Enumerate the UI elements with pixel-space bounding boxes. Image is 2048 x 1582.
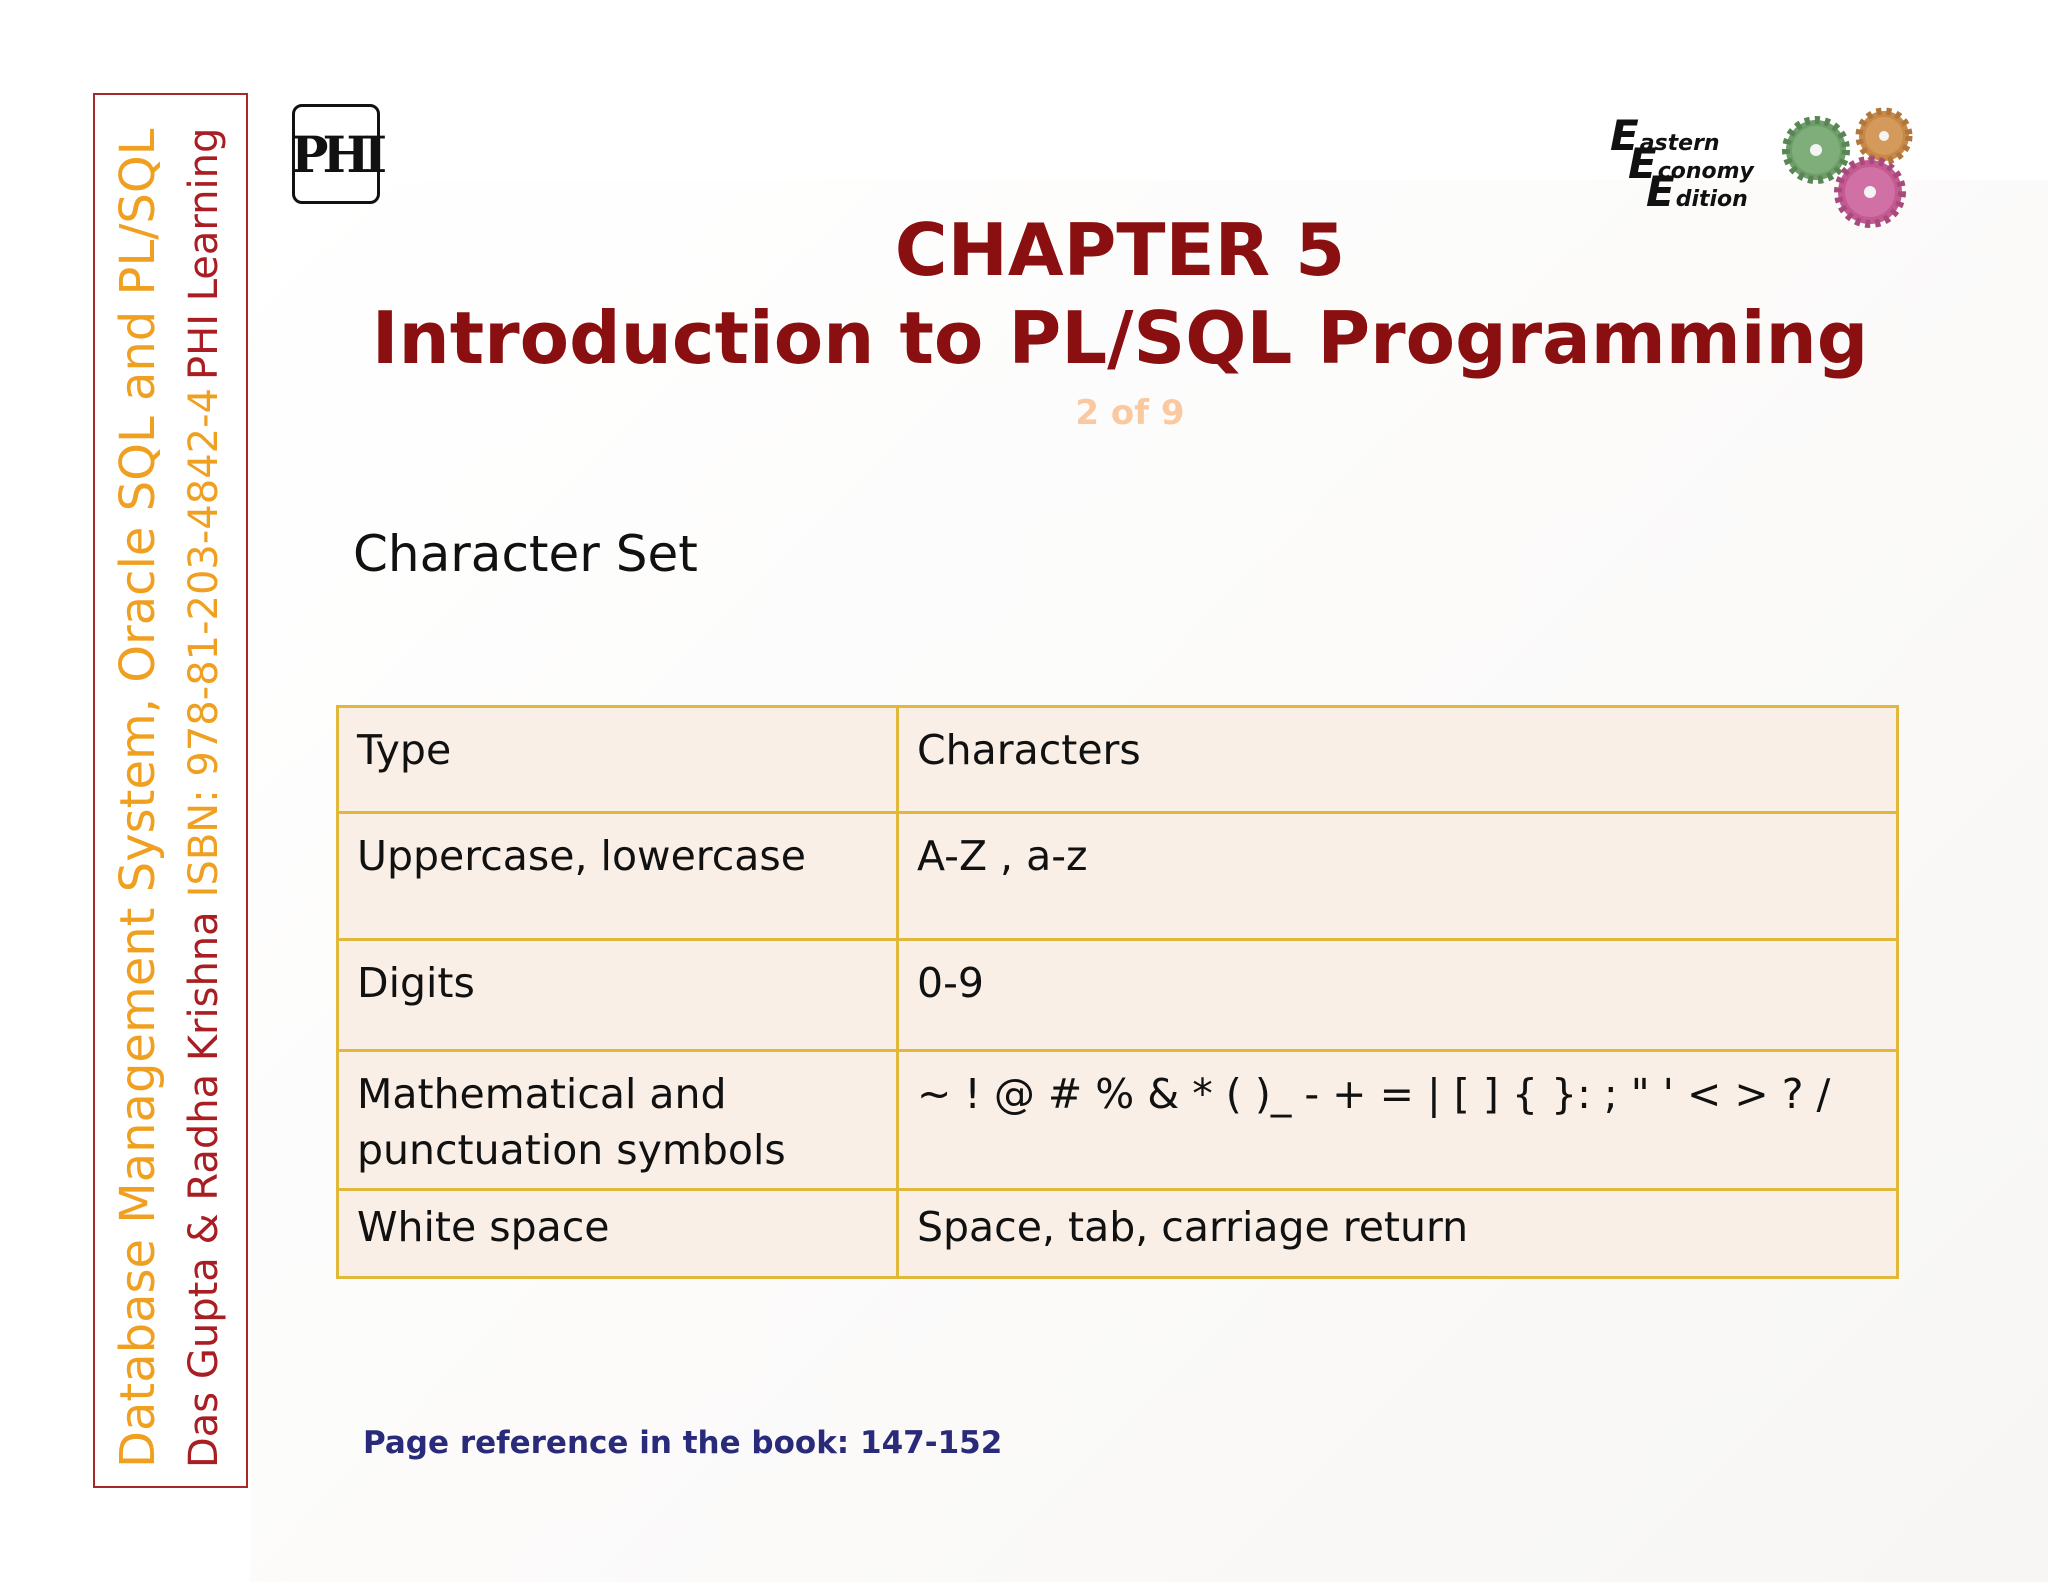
eee-line-1: Eastern bbox=[1610, 111, 1720, 160]
eee-line-2: Economy bbox=[1628, 139, 1754, 188]
table-cell-characters: A-Z , a-z bbox=[898, 813, 1898, 940]
table-row bbox=[338, 940, 1898, 1051]
table-header-cell: Type bbox=[338, 707, 898, 813]
character-set-table bbox=[336, 705, 1899, 1279]
table-cell-characters: ~ ! @ # % & * ( )_ - + = | [ ] { }: ; " ' < > ? / bbox=[898, 1051, 1898, 1190]
gear-green bbox=[1786, 120, 1846, 180]
page-reference: Page reference in the book: 147-152 bbox=[363, 1425, 1003, 1461]
table-cell-type: Digits bbox=[338, 940, 898, 1051]
table-header-row bbox=[338, 707, 1898, 813]
table-header-cell: Characters bbox=[898, 707, 1898, 813]
table-cell-characters: Space, tab, carriage return bbox=[898, 1190, 1898, 1278]
table-cell-type: Uppercase, lowercase bbox=[338, 813, 898, 940]
phi-logo bbox=[292, 104, 380, 204]
eee-line-3: Edition bbox=[1646, 167, 1748, 216]
phi-logo-text: PHI bbox=[290, 124, 382, 184]
chapter-number: CHAPTER 5 bbox=[894, 208, 1346, 292]
isbn: ISBN: 978-81-203-4842-4 bbox=[181, 388, 227, 898]
publisher: PHI Learning bbox=[181, 127, 227, 380]
book-credits bbox=[177, 128, 231, 1468]
table-cell-type: Mathematical and punctuation symbols bbox=[338, 1051, 898, 1190]
page-counter: 2 of 9 bbox=[1075, 393, 1185, 433]
table-row bbox=[338, 1190, 1898, 1278]
table-cell-characters: 0-9 bbox=[898, 940, 1898, 1051]
table-row bbox=[338, 1051, 1898, 1190]
chapter-title: Introduction to PL/SQL Programming bbox=[371, 296, 1869, 380]
book-title: Database Management System, Oracle SQL and PL/SQL bbox=[110, 128, 166, 1468]
table-cell-type: White space bbox=[338, 1190, 898, 1278]
gear-orange bbox=[1859, 111, 1909, 161]
section-title: Character Set bbox=[353, 525, 698, 583]
authors: Das Gupta & Radha Krishna bbox=[181, 911, 227, 1468]
table-row bbox=[338, 813, 1898, 940]
eastern-economy-edition-logo bbox=[1608, 111, 1758, 218]
